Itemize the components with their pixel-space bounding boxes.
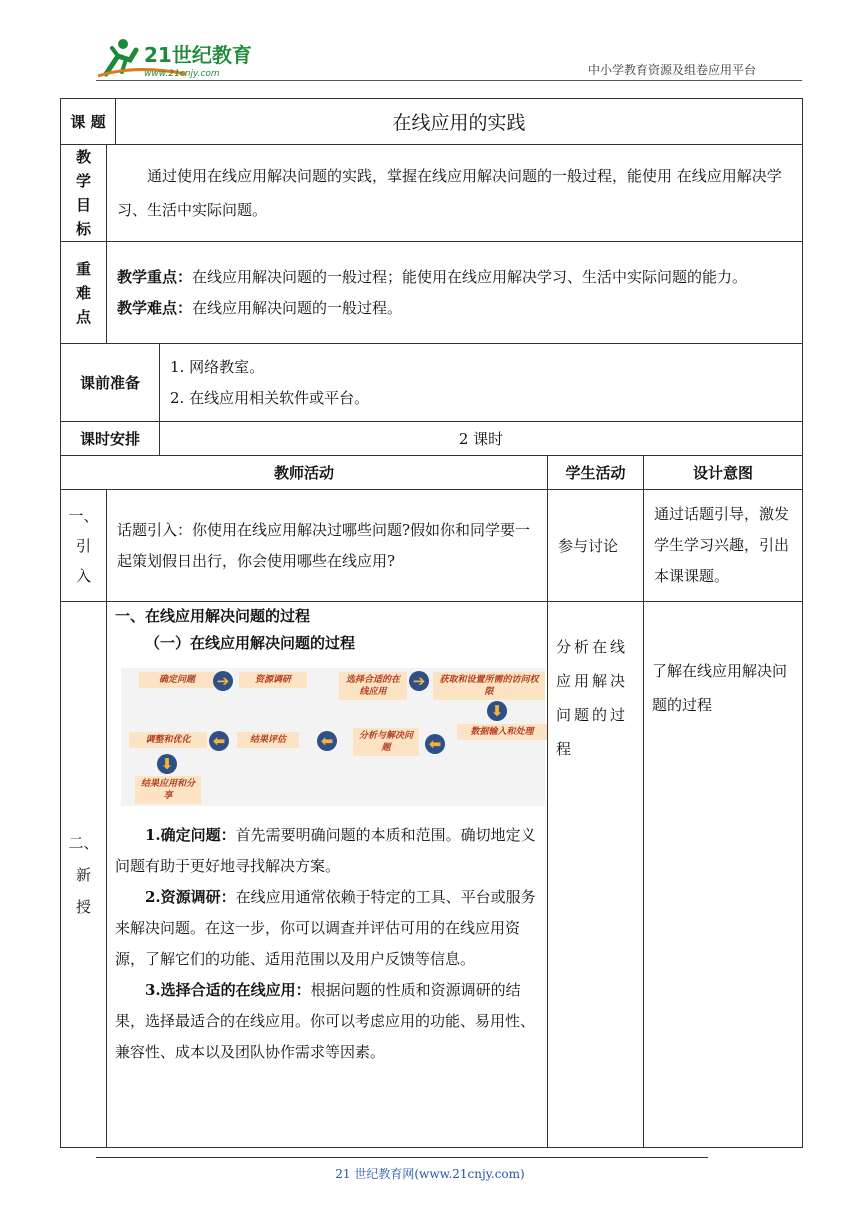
flow-step: 选择合适的在线应用 xyxy=(339,672,407,700)
section1-intent: 通过话题引导，激发学生学习兴趣，引出本课课题。 xyxy=(644,490,803,602)
prep-item: 2. 在线应用相关软件或平台。 xyxy=(170,388,370,407)
hours-value: 2 课时 xyxy=(160,422,803,456)
footer-link[interactable]: 21 世纪教育网(www.21cnjy.com) xyxy=(335,1167,525,1181)
process-point: 1.确定问题：首先需要明确问题的本质和范围。确切地定义问题有助于更好地寻找解决方案。 xyxy=(115,826,536,875)
flow-step: 确定问题 xyxy=(139,672,215,688)
column-header-row xyxy=(61,456,803,490)
prep-label: 课前准备 xyxy=(61,344,160,422)
goal-row xyxy=(61,145,803,242)
flow-step: 获取和设置所需的访问权限 xyxy=(433,672,545,700)
arrow-right-icon: ➔ xyxy=(409,671,429,691)
topic-label: 课 题 xyxy=(61,99,116,145)
student-activity-header: 学生活动 xyxy=(548,456,644,490)
arrow-down-icon: ⬇ xyxy=(157,754,177,774)
arrow-down-icon: ⬇ xyxy=(487,701,507,721)
header-divider xyxy=(96,80,802,81)
section2-label: 二、 新 授 xyxy=(61,602,107,1148)
footer-divider xyxy=(96,1157,708,1158)
flow-step: 结果评估 xyxy=(237,732,299,748)
lesson-title: 在线应用的实践 xyxy=(116,99,803,145)
section1-row xyxy=(61,490,803,602)
key-text: 教学重点：在线应用解决问题的一般过程；能使用在线应用解决学习、生活中实际问题的能力。 教学难点：在线应用解决问题的一般过程。 xyxy=(107,242,803,344)
section2-row xyxy=(61,602,803,1148)
logo-sub-text: www.21cnjy.com xyxy=(144,69,220,79)
topic-row xyxy=(61,99,803,145)
design-intent-header: 设计意图 xyxy=(644,456,803,490)
section1-label: 一、 引 入 xyxy=(61,490,107,602)
section2-student: 分析在线应用解决问题的过程 xyxy=(548,602,644,1148)
lesson-plan-table xyxy=(60,98,803,1148)
prep-list xyxy=(160,344,803,422)
flow-step: 数据输入和处理 xyxy=(457,724,547,740)
logo xyxy=(96,36,276,80)
prep-row xyxy=(61,344,803,422)
teacher-activity-header: 教师活动 xyxy=(61,456,548,490)
arrow-left-icon: ⬅ xyxy=(209,731,229,751)
process-flow-diagram xyxy=(121,668,545,806)
flow-step: 调整和优化 xyxy=(129,732,207,748)
arrow-right-icon: ➔ xyxy=(213,671,233,691)
platform-name: 中小学教育资源及组卷应用平台 xyxy=(587,63,756,77)
process-point: 3.选择合适的在线应用：根据问题的性质和资源调研的结果，选择最适合的在线应用。你可以考虑应用的功能、易用性、兼容性、成本以及团队协作需求等因素。 xyxy=(115,981,536,1061)
process-point: 2.资源调研：在线应用通常依赖于特定的工具、平台或服务来解决问题。在这一步，你可以调查并评估可用的在线应用资源，了解它们的功能、适用范围以及用户反馈等信息。 xyxy=(115,888,536,968)
key-row xyxy=(61,242,803,344)
key-label: 重 难 点 xyxy=(61,242,107,344)
section-heading: 一、在线应用解决问题的过程 xyxy=(115,607,311,625)
section2-teacher xyxy=(107,602,548,1148)
flow-step: 结果应用和分享 xyxy=(135,776,201,804)
arrow-left-icon: ⬅ xyxy=(425,734,445,754)
section1-teacher: 话题引入：你使用在线应用解决过哪些问题?假如你和同学要一起策划假日出行，你会使用哪些在线应用? xyxy=(107,490,548,602)
goal-label: 教 学 目 标 xyxy=(61,145,107,242)
prep-item: 1. 网络教室。 xyxy=(170,357,265,376)
goal-text: 通过使用在线应用解决问题的实践，掌握在线应用解决问题的一般过程，能使用 在线应用解决学习、生活中实际问题。 xyxy=(107,145,803,242)
flow-step: 分析与解决问题 xyxy=(353,728,419,756)
hours-label: 课时安排 xyxy=(61,422,160,456)
arrow-left-icon: ⬅ xyxy=(317,731,337,751)
hours-row xyxy=(61,422,803,456)
section1-student: 参与讨论 xyxy=(548,490,644,602)
section-subheading: （一）在线应用解决问题的过程 xyxy=(145,634,356,652)
logo-main-text: 21世纪教育 xyxy=(144,43,252,67)
section2-intent: 了解在线应用解决问题的过程 xyxy=(644,602,803,1148)
flow-step: 资源调研 xyxy=(239,672,307,688)
